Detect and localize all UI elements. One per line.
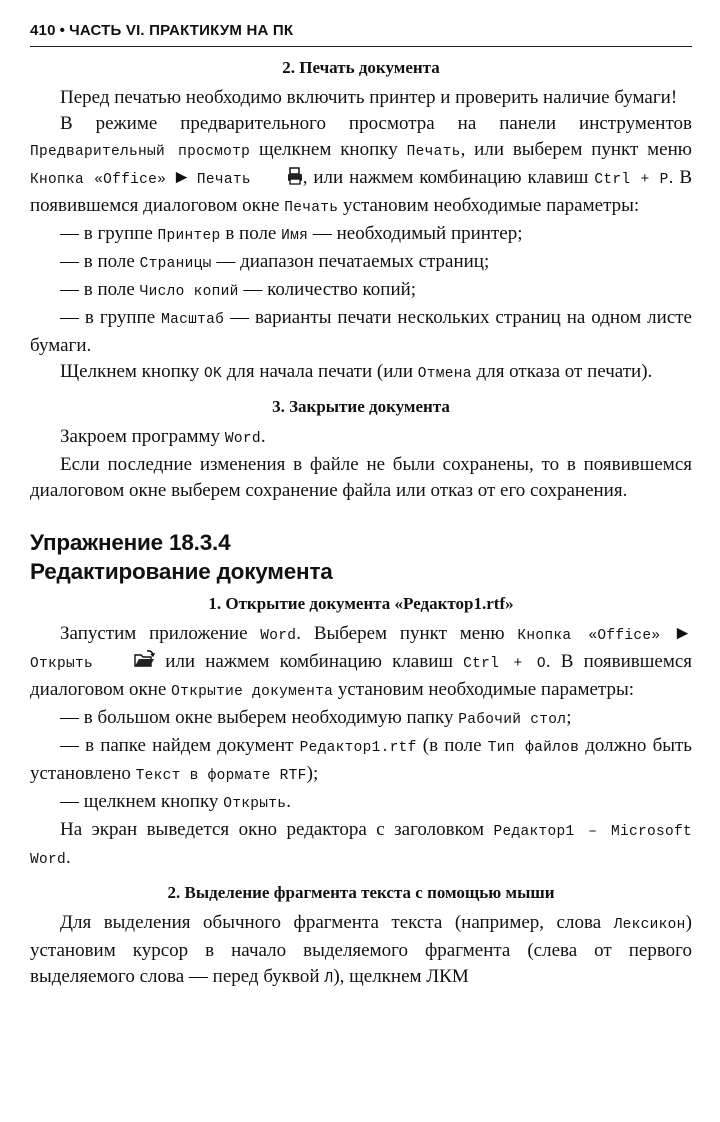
ui-term: Тип файлов	[487, 740, 580, 756]
text: — в поле	[60, 251, 140, 272]
subheading-select-text: 2. Выделение фрагмента текста с помощью мыши	[167, 883, 555, 902]
text: — в большом окне выберем необходимую папку	[60, 707, 459, 728]
ui-term: Открытие документа	[171, 684, 334, 700]
ui-term: Лексикон	[613, 917, 686, 933]
book-page	[30, 22, 692, 992]
ui-term: Имя	[281, 228, 309, 244]
text: Запустим приложение	[60, 623, 261, 644]
exercise-subtitle: Редактирование документа	[30, 559, 333, 584]
text: . В появившемся диалоговом окне	[30, 651, 693, 700]
part-title: ЧАСТЬ VI. ПРАКТИКУМ НА ПК	[69, 22, 294, 39]
paragraph	[30, 111, 692, 221]
exercise-heading	[30, 528, 692, 586]
text: ;	[566, 707, 572, 728]
paragraph	[30, 452, 692, 504]
ui-term: Предварительный просмотр	[30, 144, 251, 160]
ui-term: Печать	[284, 200, 339, 216]
text: — необходимый принтер;	[308, 223, 523, 244]
text: Закроем программу	[60, 426, 225, 447]
open-folder-icon	[103, 649, 155, 677]
text: .	[66, 847, 71, 868]
text: В режиме предварительного просмотра на панели инструментов	[60, 113, 692, 134]
ui-term: Word	[260, 628, 297, 644]
text: или нажмем комбинацию клавиш	[155, 651, 464, 672]
text: — в группе	[60, 223, 158, 244]
text: .	[286, 791, 291, 812]
ui-term: Л	[324, 971, 334, 987]
ui-term: Ctrl + O	[463, 656, 546, 672]
exercise-title: Упражнение 18.3.4	[30, 530, 231, 555]
paragraph	[30, 424, 692, 452]
printer-icon	[257, 167, 303, 193]
text: — в группе	[60, 307, 162, 328]
text: (в поле	[416, 735, 488, 756]
paragraph	[30, 85, 692, 111]
list-item	[30, 221, 692, 249]
text: — в поле	[60, 279, 140, 300]
text: — щелкнем кнопку	[60, 791, 224, 812]
text: .	[260, 426, 266, 447]
text: На экран выведется окно редактора с заголовком	[60, 819, 494, 840]
list-item	[30, 705, 692, 733]
ui-term: Открыть	[223, 796, 287, 812]
ui-term: Страницы	[139, 256, 212, 272]
text: для отказа от печати).	[471, 361, 653, 382]
ui-term: Печать	[406, 144, 461, 160]
text: установим необходимые параметры:	[333, 679, 634, 700]
menu-arrow: ►	[166, 167, 197, 188]
ui-term: Кнопка «Office»	[517, 628, 661, 644]
text: , или выберем пункт меню	[460, 139, 692, 160]
text: установим необходимые параметры:	[338, 195, 640, 216]
text: — варианты печати нескольких страниц на одном листе бумаги.	[30, 307, 692, 356]
ui-term: Ctrl + P	[594, 172, 669, 188]
text: — количество копий;	[238, 279, 417, 300]
text: для начала печати (или	[221, 361, 418, 382]
paragraph	[30, 817, 692, 873]
section-close	[30, 395, 692, 504]
list-item	[30, 249, 692, 277]
running-header	[30, 22, 692, 47]
text: . Выберем пункт меню	[296, 623, 518, 644]
ui-term: Редактор1.rtf	[299, 740, 417, 756]
subheading-open-document: 1. Открытие документа «Редактор1.rtf»	[208, 594, 514, 613]
text: Щелкнем кнопку	[60, 361, 204, 382]
text: Если последние изменения в файле не были сохранены, то в появившемся диалоговом окне выберем сохранение файла или отказ от его сохранения.	[30, 454, 692, 501]
text: должно быть установлено	[30, 735, 692, 784]
ui-term: Редактор1 – Microsoft Word	[30, 824, 692, 868]
text: Перед печатью необходимо включить принтер и проверить наличие бумаги!	[60, 87, 678, 108]
text: — в папке найдем документ	[60, 735, 300, 756]
text: . В появившемся диалоговом окне	[30, 167, 692, 216]
paragraph	[30, 621, 692, 705]
ui-term: Печать	[196, 172, 251, 188]
header-bullet: •	[59, 22, 66, 39]
list-item	[30, 733, 692, 789]
page-number: 410	[30, 22, 56, 39]
ui-term: Word	[224, 431, 261, 447]
ui-term: Отмена	[417, 366, 472, 382]
text: щелкнем кнопку	[250, 139, 407, 160]
ui-term: Масштаб	[161, 312, 225, 328]
section-open	[30, 592, 692, 873]
section-select	[30, 881, 692, 992]
ui-term: Число копий	[139, 284, 239, 300]
ui-term: Рабочий стол	[458, 712, 567, 728]
text: );	[306, 763, 319, 784]
text: — диапазон печатаемых страниц;	[211, 251, 490, 272]
ui-term: Открыть	[30, 656, 94, 672]
ui-term: Принтер	[157, 228, 221, 244]
text: ), щелкнем ЛКМ	[333, 966, 469, 987]
list-item	[30, 277, 692, 305]
ui-term: OK	[203, 366, 222, 382]
ui-term: Текст в формате RTF	[135, 768, 307, 784]
text: , или нажмем комбинацию клавиш	[302, 167, 595, 188]
ui-term: Кнопка «Office»	[30, 172, 167, 188]
text: Для выделения обычного фрагмента текста (например, слова	[60, 912, 614, 933]
section-print	[30, 56, 692, 387]
paragraph	[30, 359, 692, 387]
text: в поле	[220, 223, 282, 244]
subheading-print-document: 2. Печать документа	[282, 58, 440, 77]
text: ) установим курсор в начало выделяемого фрагмента (слева от первого выделяемого слова — перед буквой	[30, 912, 692, 987]
subheading-close-document: 3. Закрытие документа	[272, 397, 450, 416]
list-item	[30, 305, 692, 359]
paragraph	[30, 910, 692, 992]
menu-arrow: ►	[660, 623, 692, 644]
list-item	[30, 789, 692, 817]
